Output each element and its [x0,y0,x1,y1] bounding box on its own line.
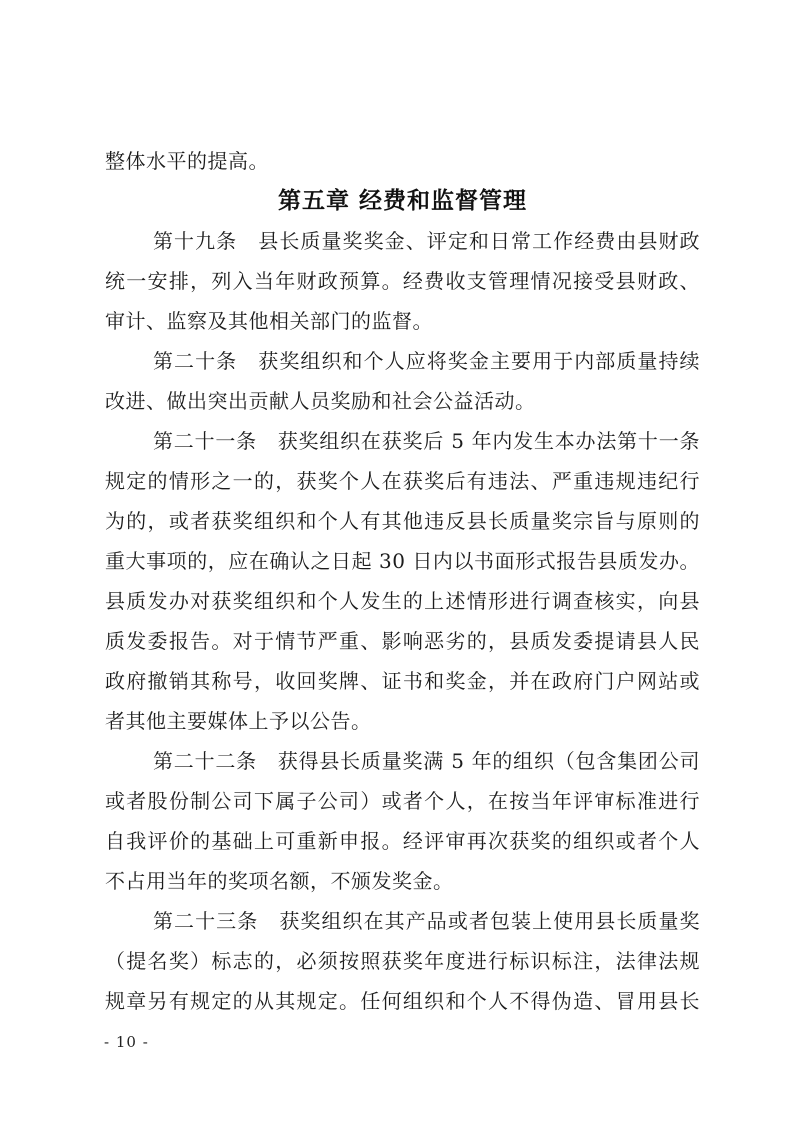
article-21-line: 规定的情形之一的，获奖个人在获奖后有违法、严重违规违纪行 [105,469,700,493]
article-22-line: 或者股份制公司下属子公司）或者个人，在按当年评审标准进行 [105,789,700,813]
continuation-paragraph-line: 整体水平的提高。 [105,149,269,173]
article-21-line: 政府撤销其称号，收回奖牌、证书和奖金，并在政府门户网站或 [105,669,700,693]
article-21-line: 质发委报告。对于情节严重、影响恶劣的，县质发委提请县人民 [105,629,700,653]
article-20-line: 第二十条 获奖组织和个人应将奖金主要用于内部质量持续 [153,349,700,373]
article-23-line: 规章另有规定的从其规定。任何组织和个人不得伪造、冒用县长 [105,989,700,1013]
chapter-heading: 第五章 经费和监督管理 [277,188,527,214]
document-body [105,141,700,1021]
article-21-line: 县质发办对获奖组织和个人发生的上述情形进行调查核实，向县 [105,589,700,613]
article-19-line: 第十九条 县长质量奖奖金、评定和日常工作经费由县财政 [153,229,700,253]
article-23-line: （提名奖）标志的，必须按照获奖年度进行标识标注，法律法规 [105,949,700,973]
article-21-line: 重大事项的，应在确认之日起 30 日内以书面形式报告县质发办。 [105,549,700,573]
article-19-line: 审计、监察及其他相关部门的监督。 [105,309,433,333]
article-23-line: 第二十三条 获奖组织在其产品或者包装上使用县长质量奖 [153,909,700,933]
article-19-line: 统一安排，列入当年财政预算。经费收支管理情况接受县财政、 [105,269,700,293]
article-21-line: 第二十一条 获奖组织在获奖后 5 年内发生本办法第十一条 [153,429,700,453]
article-21-line: 者其他主要媒体上予以公告。 [105,709,372,733]
article-22-line: 自我评价的基础上可重新申报。经评审再次获奖的组织或者个人 [105,829,700,853]
article-22-line: 不占用当年的奖项名额，不颁发奖金。 [105,869,454,893]
article-21-line: 为的，或者获奖组织和个人有其他违反县长质量奖宗旨与原则的 [105,509,700,533]
article-22-line: 第二十二条 获得县长质量奖满 5 年的组织（包含集团公司 [153,749,700,773]
article-20-line: 改进、做出突出贡献人员奖励和社会公益活动。 [105,389,536,413]
page-number: - 10 - [104,1033,149,1051]
